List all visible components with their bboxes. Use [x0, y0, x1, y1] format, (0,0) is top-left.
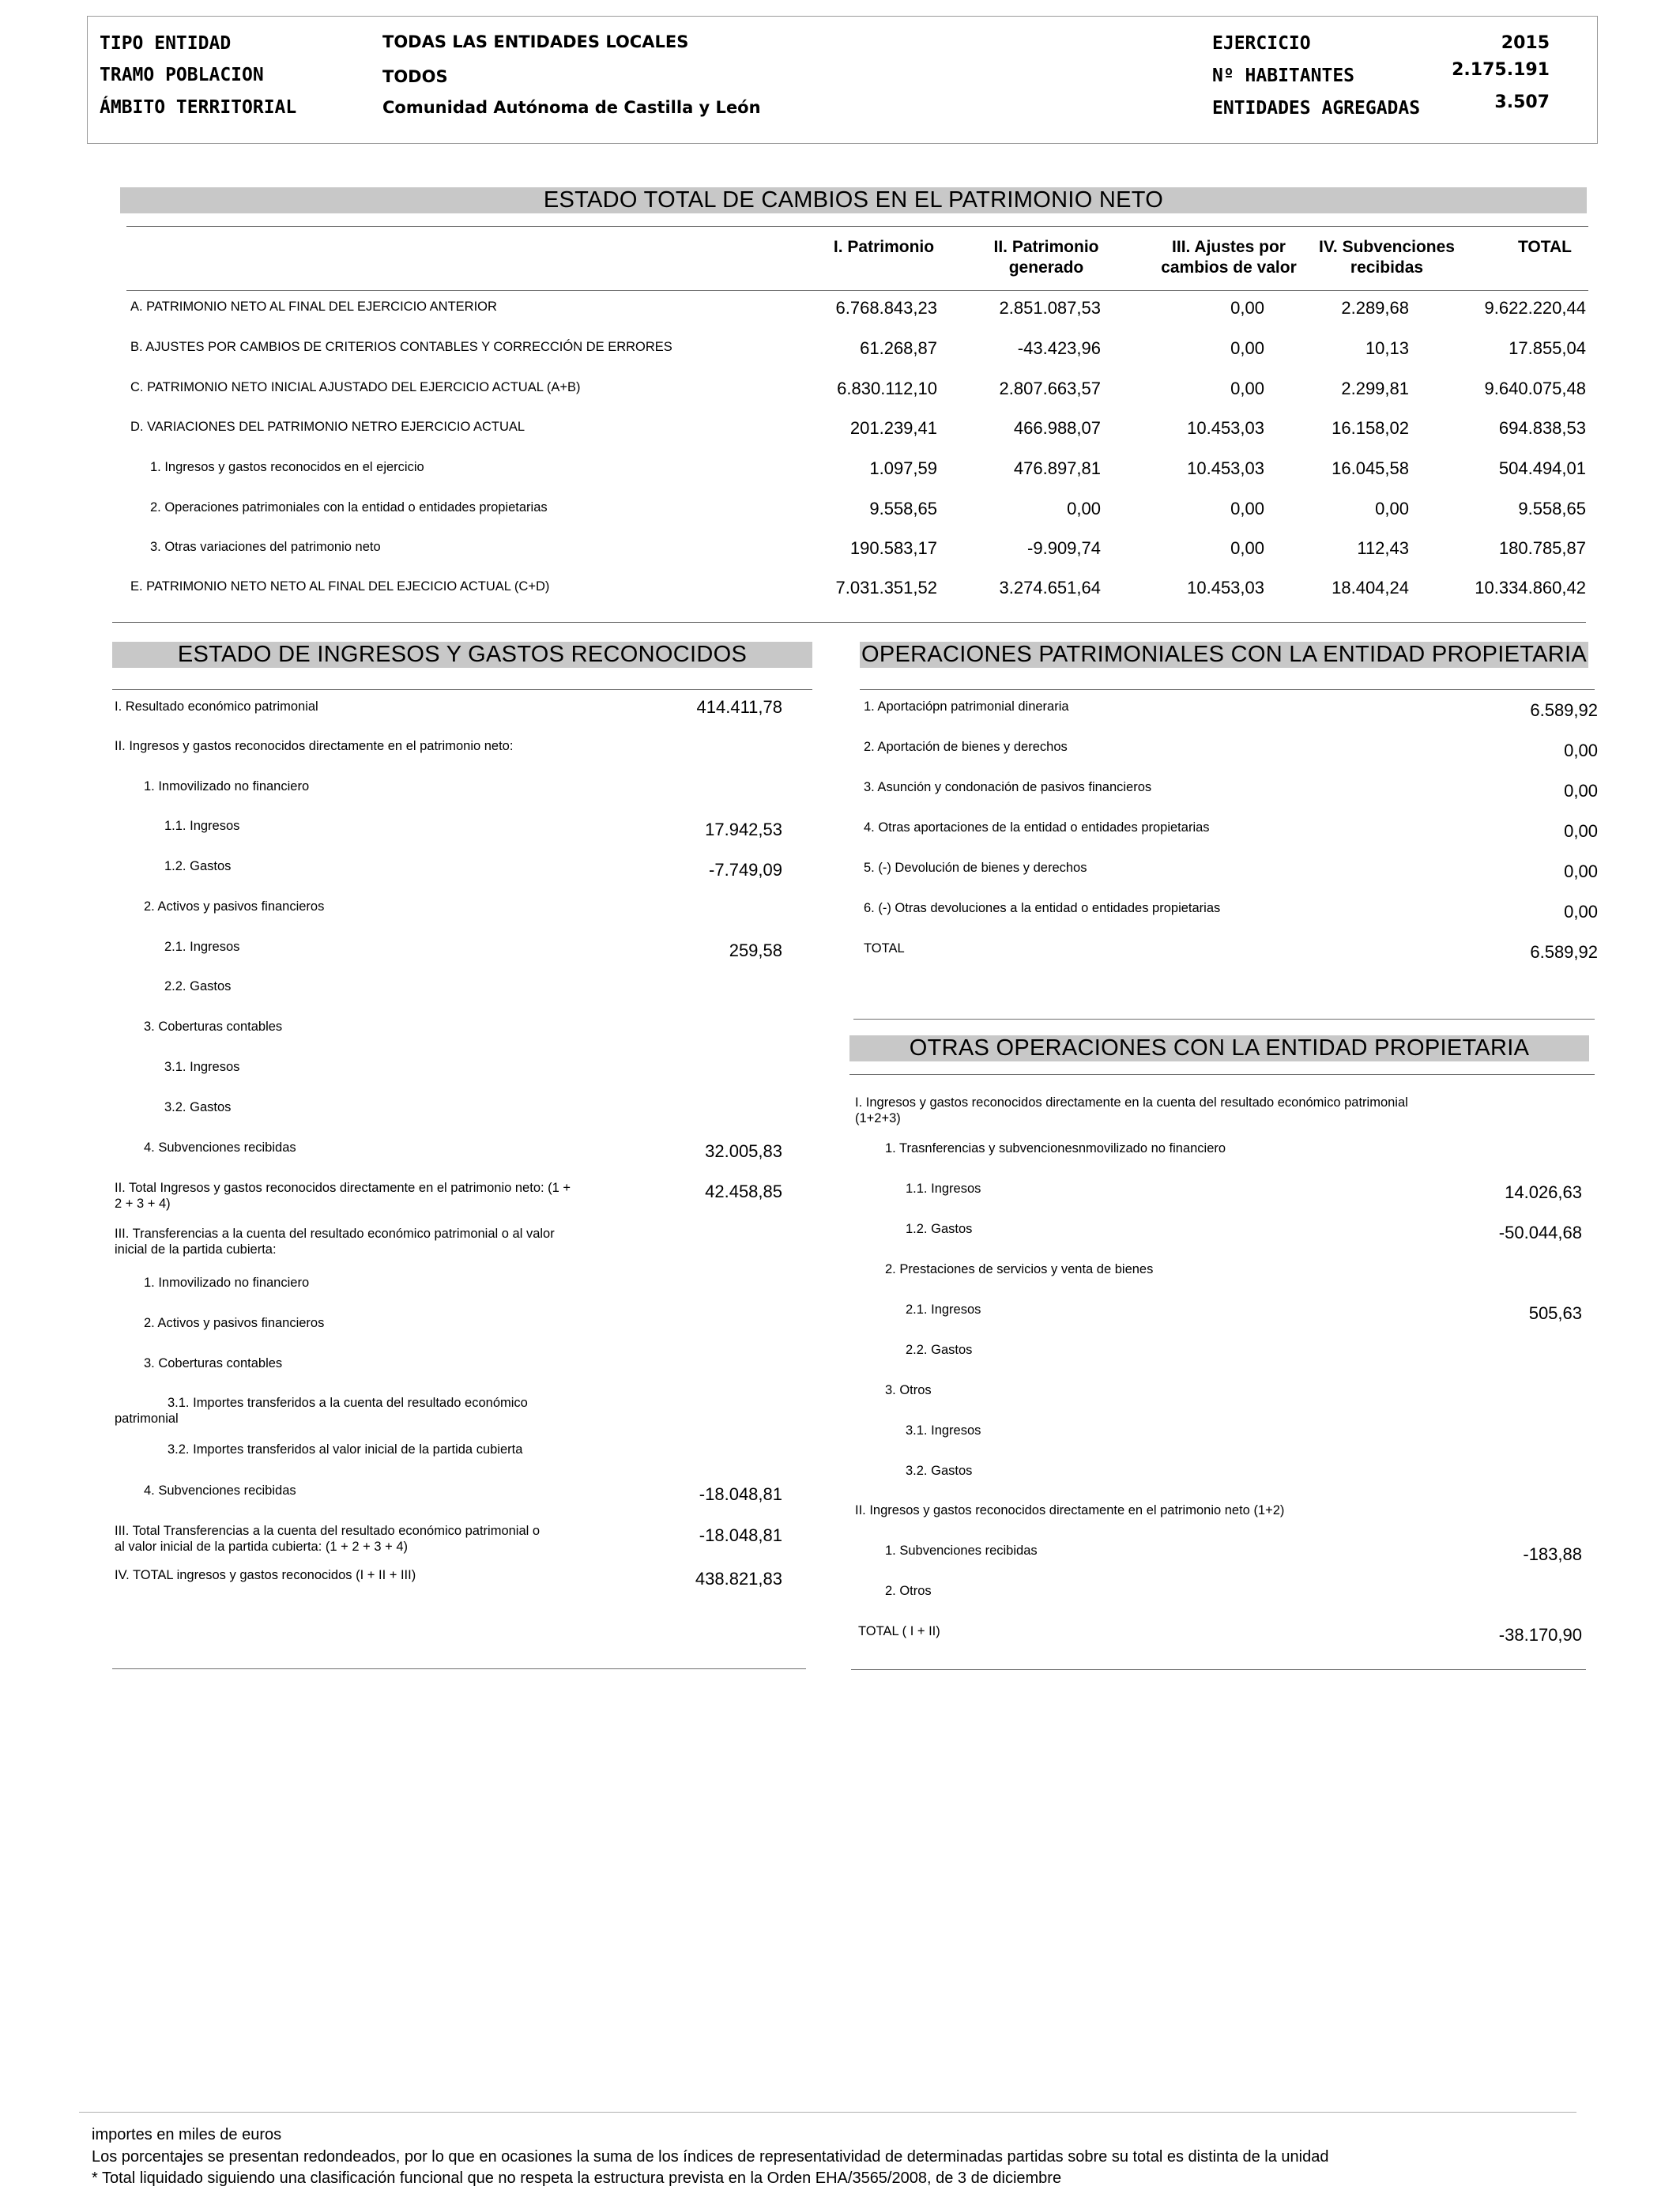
otras-row-label: 2. Prestaciones de servicios y venta de bienes	[885, 1262, 1154, 1276]
patrimonio-row-value: 1.097,59	[869, 458, 937, 478]
ingresos-top-rule	[112, 689, 812, 690]
otras-row-value: 14.026,63	[1505, 1182, 1582, 1202]
operaciones-bottom-rule	[853, 1019, 1595, 1020]
otras-row-label: 1.2. Gastos	[906, 1222, 973, 1236]
patrimonio-row-value: 18.404,24	[1332, 578, 1409, 598]
entidades-agregadas-label: ENTIDADES AGREGADAS	[1212, 98, 1421, 119]
ingresos-row-label: 1.2. Gastos	[164, 859, 232, 873]
patrimonio-row-value: 466.988,07	[1013, 418, 1101, 438]
patrimonio-row-label: B. AJUSTES POR CAMBIOS DE CRITERIOS CONTABLES Y CORRECCIÓN DE ERRORES	[130, 340, 672, 354]
otras-row-label: 3.2. Gastos	[906, 1464, 973, 1478]
patrimonio-row-value: -9.909,74	[1027, 538, 1101, 558]
patrimonio-row-value: 190.583,17	[849, 538, 937, 558]
ingresos-row-label: 1.1. Ingresos	[164, 819, 240, 833]
entidades-agregadas-value: 3.507	[1494, 92, 1550, 112]
col-header-subvenciones: IV. Subvenciones recibidas	[1319, 238, 1455, 277]
patrimonio-row-value: 180.785,87	[1498, 538, 1586, 558]
ingresos-row-label: 3.1. Ingresos	[164, 1060, 240, 1074]
ingresos-row-label: IV. TOTAL ingresos y gastos reconocidos (I + II + III)	[115, 1568, 416, 1582]
patrimonio-row-label: E. PATRIMONIO NETO NETO AL FINAL DEL EJECICIO ACTUAL (C+D)	[130, 579, 550, 594]
otras-top-rule	[849, 1074, 1595, 1075]
ingresos-row-label: 2.1. Ingresos	[164, 940, 240, 954]
patrimonio-row-value: 3.274.651,64	[999, 578, 1101, 598]
patrimonio-top-rule	[126, 226, 1588, 227]
habitantes-value: 2.175.191	[1452, 60, 1550, 80]
footer-rule	[79, 2112, 1576, 2113]
operaciones-top-rule	[860, 689, 1595, 690]
patrimonio-row-value: 9.558,65	[1518, 499, 1586, 518]
patrimonio-row-label: 2. Operaciones patrimoniales con la entidad o entidades propietarias	[150, 500, 548, 515]
patrimonio-row-value: 0,00	[1230, 338, 1264, 358]
ingresos-row-label: II. Total Ingresos y gastos reconocidos directamente en el patrimonio neto: (1 + 2 + 3 + 4)	[115, 1181, 571, 1211]
ingresos-row-label: 3. Coberturas contables	[144, 1020, 283, 1034]
patrimonio-row-value: 16.158,02	[1332, 418, 1409, 438]
patrimonio-row-label: 3. Otras variaciones del patrimonio neto	[150, 540, 381, 554]
ingresos-row-label: 3.2. Gastos	[164, 1100, 232, 1114]
operaciones-row-value: 0,00	[1564, 821, 1598, 841]
ejercicio-label: EJERCICIO	[1212, 33, 1311, 54]
col-header-ajustes: III. Ajustes por cambios de valor	[1161, 238, 1297, 277]
otras-row-label: 2.2. Gastos	[906, 1343, 973, 1357]
ambito-territorial-label: ÁMBITO TERRITORIAL	[100, 97, 297, 118]
patrimonio-row-value: 2.851.087,53	[999, 298, 1101, 318]
patrimonio-row-value: 16.045,58	[1332, 458, 1409, 478]
otras-row-label: 2. Otros	[885, 1584, 932, 1598]
operaciones-row-value: 0,00	[1564, 861, 1598, 881]
ingresos-row-label: 4. Subvenciones recibidas	[144, 1140, 296, 1155]
ambito-territorial-value: Comunidad Autónoma de Castilla y León	[382, 98, 761, 117]
patrimonio-row-label: C. PATRIMONIO NETO INICIAL AJUSTADO DEL EJERCICIO ACTUAL (A+B)	[130, 380, 581, 394]
patrimonio-row-label: D. VARIACIONES DEL PATRIMONIO NETRO EJERCICIO ACTUAL	[130, 420, 525, 434]
operaciones-row-label: 5. (-) Devolución de bienes y derechos	[864, 861, 1087, 875]
footer-rounding-note: Los porcentajes se presentan redondeados, por lo que en ocasiones la suma de los índices de representatividad de determinadas partidas sobre su total es distinta de la unidad	[92, 2148, 1329, 2166]
patrimonio-row-value: 0,00	[1230, 298, 1264, 318]
operaciones-row-value: 6.589,92	[1530, 700, 1598, 720]
otras-row-value: -183,88	[1523, 1544, 1582, 1564]
patrimonio-row-value: 17.855,04	[1509, 338, 1586, 358]
footer-units-note: importes en miles de euros	[92, 2126, 282, 2143]
ingresos-title: ESTADO DE INGRESOS Y GASTOS RECONOCIDOS	[112, 642, 812, 668]
otras-row-label: TOTAL ( I + II)	[858, 1624, 940, 1638]
patrimonio-row-value: 2.299,81	[1341, 379, 1409, 398]
patrimonio-row-value: 0,00	[1230, 538, 1264, 558]
ingresos-row-label: II. Ingresos y gastos reconocidos directamente en el patrimonio neto:	[115, 739, 514, 753]
patrimonio-row-value: 10.453,03	[1187, 578, 1264, 598]
ingresos-row-value: 17.942,53	[705, 820, 782, 839]
ingresos-row-label: III. Transferencias a la cuenta del resultado económico patrimonial o al valor inicial de la partida cubierta:	[115, 1227, 555, 1257]
ingresos-row-label: I. Resultado económico patrimonial	[115, 699, 318, 714]
operaciones-row-value: 0,00	[1564, 902, 1598, 922]
operaciones-row-label: 4. Otras aportaciones de la entidad o entidades propietarias	[864, 820, 1210, 835]
patrimonio-row-value: 0,00	[1230, 379, 1264, 398]
patrimonio-row-value: 10,13	[1365, 338, 1409, 358]
otras-row-label: 3. Otros	[885, 1383, 932, 1397]
ingresos-row-label: III. Total Transferencias a la cuenta del resultado económico patrimonial o al valor inicial de la partida cubierta: (1 + 2 + 3 + 4)	[115, 1524, 541, 1554]
patrimonio-row-value: 10.453,03	[1187, 418, 1264, 438]
otras-row-label: 1.1. Ingresos	[906, 1182, 981, 1196]
operaciones-row-label: 1. Aportaciópn patrimonial dineraria	[864, 699, 1069, 714]
col-header-total: TOTAL	[1517, 238, 1573, 256]
patrimonio-row-value: 504.494,01	[1498, 458, 1586, 478]
patrimonio-row-value: 9.640.075,48	[1484, 379, 1586, 398]
patrimonio-row-value: 694.838,53	[1498, 418, 1586, 438]
patrimonio-row-value: 0,00	[1230, 499, 1264, 518]
ingresos-row-label: 3. Coberturas contables	[144, 1356, 283, 1370]
patrimonio-row-value: 2.289,68	[1341, 298, 1409, 318]
patrimonio-row-value: 112,43	[1357, 538, 1409, 558]
otras-row-label: II. Ingresos y gastos reconocidos directamente en el patrimonio neto (1+2)	[855, 1503, 1285, 1517]
ingresos-row-label: 1. Inmovilizado no financiero	[144, 779, 310, 794]
operaciones-row-value: 6.589,92	[1530, 942, 1598, 962]
otras-row-value: 505,63	[1528, 1303, 1582, 1323]
patrimonio-row-value: 9.558,65	[869, 499, 937, 518]
otras-row-value: -50.044,68	[1498, 1223, 1582, 1242]
ingresos-bottom-rule	[112, 1668, 806, 1669]
patrimonio-row-value: 61.268,87	[860, 338, 937, 358]
otras-row-value: -38.170,90	[1498, 1625, 1582, 1645]
patrimonio-row-value: 10.334.860,42	[1475, 578, 1586, 598]
patrimonio-row-value: 476.897,81	[1013, 458, 1101, 478]
otras-bottom-rule	[851, 1669, 1586, 1670]
patrimonio-row-label: 1. Ingresos y gastos reconocidos en el ejercicio	[150, 460, 424, 474]
operaciones-title: OPERACIONES PATRIMONIALES CON LA ENTIDAD PROPIETARIA	[861, 642, 1587, 667]
patrimonio-row-value: 7.031.351,52	[835, 578, 937, 598]
otras-row-label: 1. Trasnferencias y subvencionesnmovilizado no financiero	[885, 1141, 1226, 1155]
ingresos-row-value: -18.048,81	[699, 1484, 782, 1504]
ingresos-row-label: 3.2. Importes transferidos al valor inicial de la partida cubierta	[168, 1442, 523, 1457]
col-header-patrimonio: I. Patrimonio	[833, 238, 935, 256]
patrimonio-row-value: 201.239,41	[849, 418, 937, 438]
patrimonio-row-value: 10.453,03	[1187, 458, 1264, 478]
patrimonio-row-value: 0,00	[1375, 499, 1409, 518]
ingresos-row-value: -7.749,09	[709, 860, 782, 880]
otras-title: OTRAS OPERACIONES CON LA ENTIDAD PROPIETARIA	[849, 1035, 1589, 1061]
tipo-entidad-value: TODAS LAS ENTIDADES LOCALES	[382, 32, 689, 51]
patrimonio-row-value: 2.807.663,57	[999, 379, 1101, 398]
operaciones-row-label: TOTAL	[864, 941, 905, 956]
patrimonio-title: ESTADO TOTAL DE CAMBIOS EN EL PATRIMONIO NETO	[120, 187, 1587, 213]
patrimonio-row-value: 6.830.112,10	[837, 379, 937, 398]
ingresos-row-value: 259,58	[729, 941, 782, 960]
ingresos-row-value: 32.005,83	[705, 1141, 782, 1161]
ingresos-row-value: 414.411,78	[696, 697, 782, 717]
operaciones-row-label: 3. Asunción y condonación de pasivos financieros	[864, 780, 1152, 794]
otras-row-label: 1. Subvenciones recibidas	[885, 1544, 1038, 1558]
operaciones-row-value: 0,00	[1564, 781, 1598, 801]
ingresos-row-label: 3.1. Importes transferidos a la cuenta del resultado económico	[168, 1396, 528, 1410]
tramo-poblacion-label: TRAMO POBLACION	[100, 65, 264, 85]
patrimonio-row-value: -43.423,96	[1017, 338, 1101, 358]
patrimonio-row-value: 0,00	[1067, 499, 1101, 518]
tipo-entidad-label: TIPO ENTIDAD	[100, 33, 232, 54]
ingresos-row-label: patrimonial	[115, 1412, 179, 1426]
otras-row-label: 2.1. Ingresos	[906, 1302, 981, 1317]
operaciones-row-value: 0,00	[1564, 741, 1598, 760]
ingresos-row-label: 2.2. Gastos	[164, 979, 232, 993]
header-box	[87, 16, 1598, 144]
ejercicio-value: 2015	[1501, 33, 1550, 53]
patrimonio-row-value: 6.768.843,23	[835, 298, 937, 318]
patrimonio-row-value: 9.622.220,44	[1484, 298, 1586, 318]
ingresos-row-label: 2. Activos y pasivos financieros	[144, 899, 325, 914]
otras-row-label: 3.1. Ingresos	[906, 1423, 981, 1438]
tramo-poblacion-value: TODOS	[382, 67, 448, 86]
ingresos-row-value: 438.821,83	[695, 1569, 782, 1589]
otras-row-label: I. Ingresos y gastos reconocidos directamente en la cuenta del resultado económico patrimonial (1+2+3)	[855, 1095, 1408, 1125]
operaciones-row-label: 2. Aportación de bienes y derechos	[864, 740, 1068, 754]
patrimonio-bottom-rule	[112, 622, 1586, 623]
ingresos-row-value: -18.048,81	[699, 1525, 782, 1545]
operaciones-row-label: 6. (-) Otras devoluciones a la entidad o entidades propietarias	[864, 901, 1221, 915]
patrimonio-row-label: A. PATRIMONIO NETO AL FINAL DEL EJERCICIO ANTERIOR	[130, 300, 497, 314]
ingresos-row-label: 4. Subvenciones recibidas	[144, 1483, 296, 1498]
footer-classification-note: * Total liquidado siguiendo una clasificación funcional que no respeta la estructura prevista en la Orden EHA/3565/2008, de 3 de diciembre	[92, 2169, 1062, 2187]
patrimonio-header-rule	[126, 290, 1588, 291]
ingresos-row-value: 42.458,85	[705, 1182, 782, 1201]
col-header-patrimonio-generado: II. Patrimonio generado	[993, 238, 1099, 277]
ingresos-row-label: 2. Activos y pasivos financieros	[144, 1316, 325, 1330]
ingresos-row-label: 1. Inmovilizado no financiero	[144, 1276, 310, 1290]
habitantes-label: Nº HABITANTES	[1212, 66, 1355, 86]
